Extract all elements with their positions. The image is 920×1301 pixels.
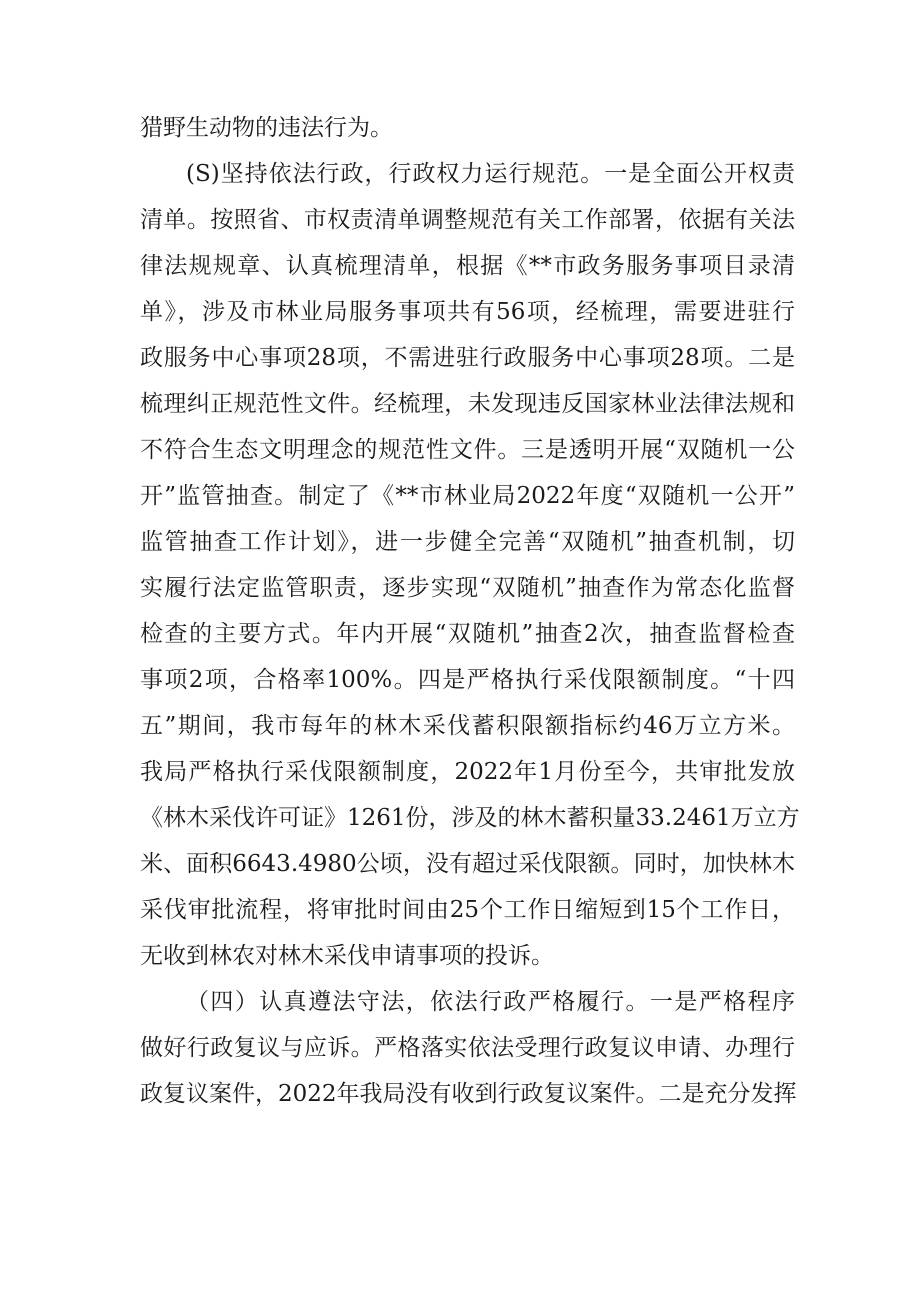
text-line: 检查的主要方式。年内开展“双随机”抽查2次，抽查监督检查: [140, 621, 795, 647]
text-line: 猎野生动物的违法行为。: [140, 115, 393, 141]
text-line: 政服务中心事项28项，不需进驻行政服务中心事项28项。二是: [140, 345, 795, 371]
text-line: 实履行法定监管职责，逐步实现“双随机”抽查作为常态化监督: [140, 575, 795, 601]
text-line: 五”期间，我市每年的林木采伐蓄积限额指标约46万立方米。: [140, 713, 795, 739]
section-heading-line: (S)坚持依法行政，行政权力运行规范。一是全面公开权责: [186, 161, 795, 187]
text-line: 采伐审批流程，将审批时间由25个工作日缩短到15个工作日，: [140, 897, 795, 923]
text-line: 监管抽查工作计划》，进一步健全完善“双随机”抽查机制，切: [140, 529, 795, 555]
text-line: 清单。按照省、市权责清单调整规范有关工作部署，依据有关法: [140, 207, 795, 233]
text-line: 政复议案件，2022年我局没有收到行政复议案件。二是充分发挥: [140, 1081, 797, 1107]
text-line: 米、面积6643.4980公顷，没有超过采伐限额。同时，加快林木: [140, 851, 795, 877]
text-line: 《林木采伐许可证》1261份，涉及的林木蓄积量33.2461万立方: [140, 805, 800, 831]
text-line: 不符合生态文明理念的规范性文件。三是透明开展“双随机一公: [140, 437, 795, 463]
text-line: 开”监管抽查。制定了《**市林业局2022年度“双随机一公开”: [140, 483, 795, 509]
text-line: 我局严格执行采伐限额制度，2022年1月份至今，共审批发放: [140, 759, 795, 785]
text-line: 单》，涉及市林业局服务事项共有56项，经梳理，需要进驻行: [140, 299, 795, 325]
text-line: 律法规规章、认真梳理清单，根据《**市政务服务事项目录清: [140, 253, 795, 279]
section-heading-line: （四）认真遵法守法，依法行政严格履行。一是严格程序: [186, 989, 795, 1015]
text-line: 做好行政复议与应诉。严格落实依法受理行政复议申请、办理行: [140, 1035, 795, 1061]
text-line: 事项2项，合格率100%。四是严格执行采伐限额制度。“十四: [140, 667, 795, 693]
text-line: 梳理纠正规范性文件。经梳理，未发现违反国家林业法律法规和: [140, 391, 795, 417]
text-line: 无收到林农对林木采伐申请事项的投诉。: [140, 943, 554, 969]
